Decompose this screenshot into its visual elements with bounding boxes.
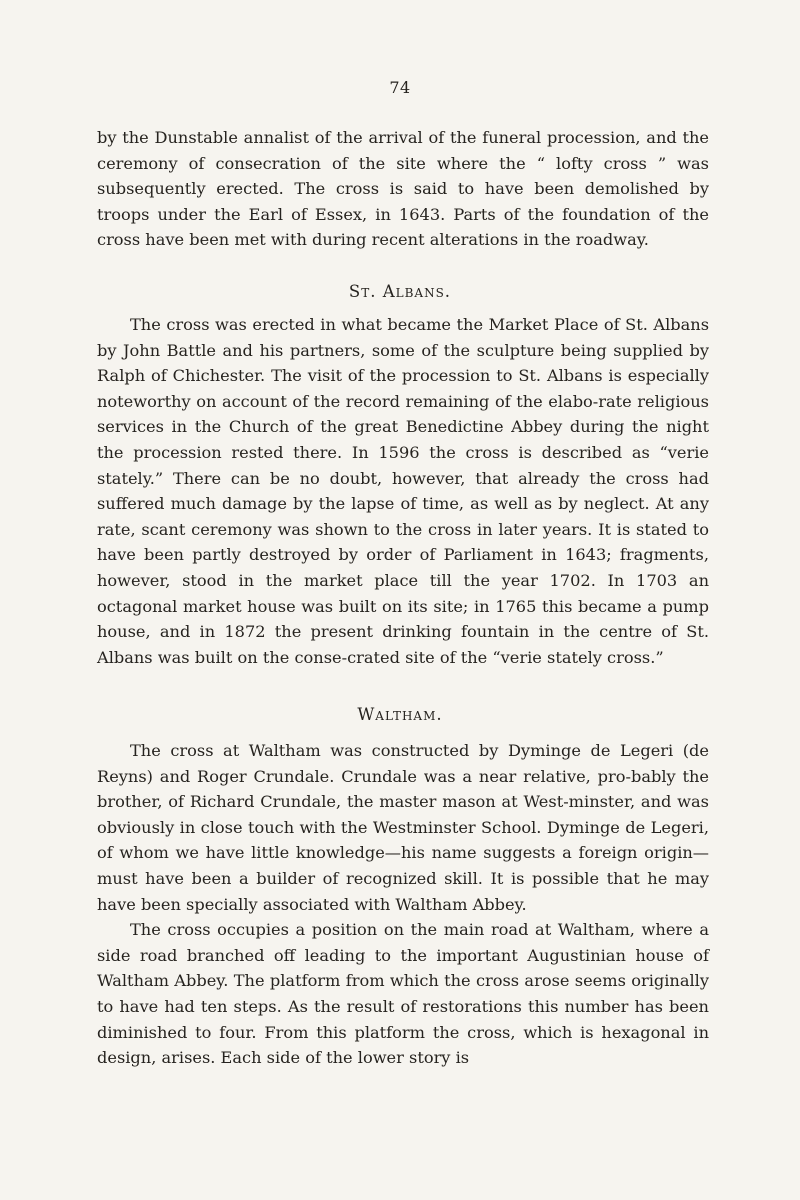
- waltham-paragraph-2: The cross occupies a position on the main road at Waltham, where a side road branched off leading to the important Augustinian house of Waltham Abbey. The platform from which the cross arose seems originally to have had ten steps. As the result of restorations this number has been diminished to four. From this platform the cross, which is hexagonal in design, arises. Each side of the lower story is: [97, 920, 709, 1068]
- waltham-paragraph-1: The cross at Waltham was constructed by Dyminge de Legeri (de Reyns) and Roger Crundale. Crundale was a near relative, pro-bably the brother, of Richard Crundale, the master mason at West-minster, and was obviously in close touch with the Westminster School. Dyminge de Legeri, of whom we have little knowledge—his name suggests a foreign origin—must have been a builder of recognized skill. It is possible that he may have been specially associated with Waltham Abbey.: [97, 741, 709, 914]
- intro-paragraph: by the Dunstable annalist of the arrival of the funeral procession, and the ceremony of consecration of the site where the “ lofty cross ” was subsequently erected. The cross is said to have been demolished by troops under the Earl of Essex, in 1643. Parts of the foundation of the cross have been met with during recent alterations in the roadway.: [97, 128, 709, 250]
- section-heading-waltham: Waltham.: [357, 705, 443, 724]
- st-albans-paragraph: The cross was erected in what became the Market Place of St. Albans by John Battle and his partners, some of the sculpture being supplied by Ralph of Chichester. The visit of the procession to St. Albans is especially noteworthy on account of the record remaining of the elabo-rate religious services in the Church of the great Benedictine Abbey during the night the procession rested there. In 1596 the cross is described as “verie stately.” There can be no doubt, however, that already the cross had suffered much damage by the lapse of time, as well as by neglect. At any rate, scant ceremony was shown to the cross in later years. It is stated to have been partly destroyed by order of Parliament in 1643; fragments, however, stood in the market place till the year 1702. In 1703 an octagonal market house was built on its site; in 1765 this became a pump house, and in 1872 the present drinking fountain in the centre of St. Albans was built on the conse-crated site of the “verie stately cross.”: [97, 315, 709, 667]
- waltham-text: [97, 738, 709, 1071]
- st-albans-text: [97, 312, 709, 670]
- intro-text: [97, 125, 709, 253]
- page-number: 74: [389, 78, 411, 97]
- section-heading-st-albans: St. Albans.: [348, 282, 452, 301]
